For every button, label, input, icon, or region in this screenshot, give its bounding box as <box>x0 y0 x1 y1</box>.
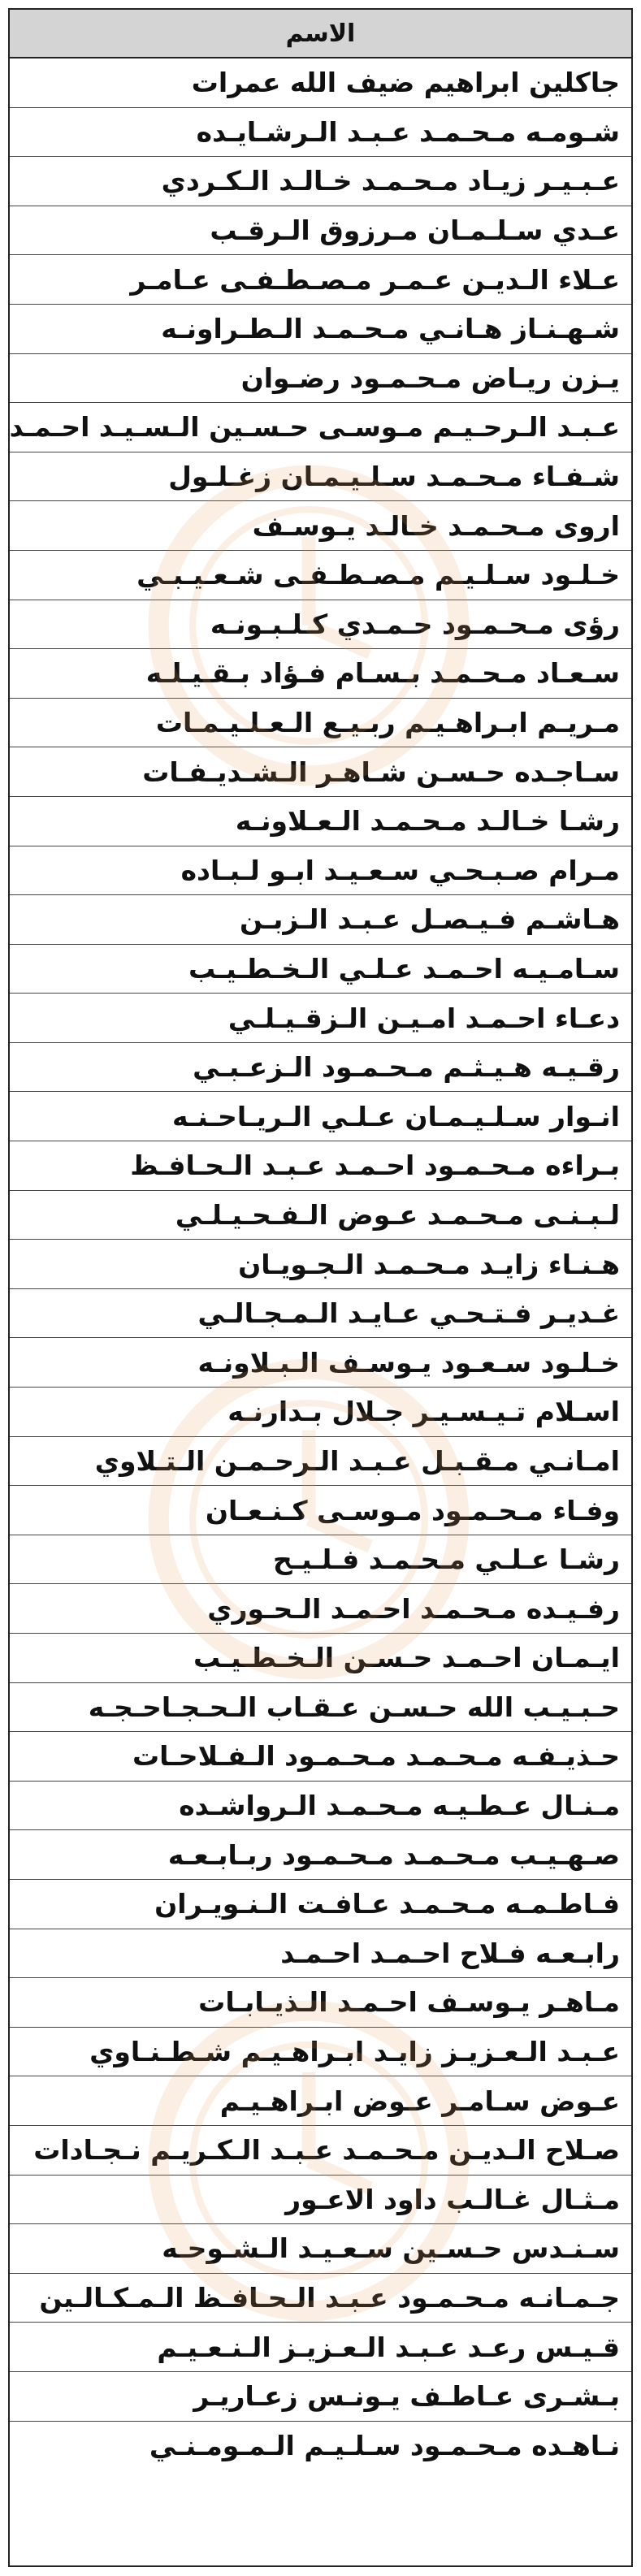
table-row: رشـا عـلـي مـحـمـد فـلـيـح <box>10 1535 631 1585</box>
table-row: رقـيـه هـيـثـم مـحـمـود الـزعـبـي <box>10 1043 631 1093</box>
table-row: عـوض سـامـر عـوض ابـراهـيـم <box>10 2076 631 2126</box>
table-row: سـعـاد مـحـمـد بـسـام فـؤاد بـقـيـلـه <box>10 649 631 699</box>
table-row: اروى مـحـمـد خـالـد يـوسـف <box>10 501 631 551</box>
table-row: مـرام صـبـحـي سـعـيـد ابـو لـبـاده <box>10 846 631 896</box>
table-row: رشـا خـالـد مـحـمـد الـعـلاونـه <box>10 797 631 846</box>
table-row: مـريـم ابـراهـيـم ربـيـع الـعـلـيـمـات <box>10 699 631 748</box>
table-row: اسـلام تـيـسـيـر جـلال بـدارنـه <box>10 1388 631 1437</box>
table-row: رفـيـده مـحـمـد احـمـد الـحـوري <box>10 1584 631 1634</box>
table-body <box>10 58 631 2470</box>
table-row: سـنـدس حـسـين سـعـيـد الـشـوحـه <box>10 2224 631 2274</box>
table-row: مـاهـر يـوسـف احـمـد الـذيـابـات <box>10 1978 631 2028</box>
table-row: بـشـرى عـاطـف يـونـس زعـاريـر <box>10 2372 631 2422</box>
table-row: صـلاح الـديـن مـحـمـد عـبـد الـكـريـم نـجـادات <box>10 2126 631 2176</box>
table-row: جـمـانـه مـحـمـود عـبـد الـحـافـظ الـمـكـالـين <box>10 2274 631 2323</box>
table-row: وفـاء مـحـمـود مـوسـى كـنـعـان <box>10 1486 631 1535</box>
table-row: هـنـاء زايـد مـحـمـد الـجـويـان <box>10 1240 631 1289</box>
table-row: عـبـد الـعـزيـز زايـد ابـراهـيـم شـطـنـاوي <box>10 2028 631 2077</box>
table-row: مـنـال عـطـيـه مـحـمـد الـرواشـده <box>10 1782 631 1831</box>
table-row: بـراءه مـحـمـود احـمـد عـبـد الـحـافـظ <box>10 1141 631 1191</box>
table-row: فـاطـمـه مـحـمـد عـافـت الـنـويـران <box>10 1880 631 1929</box>
table-row: عـدي سـلـمـان مـرزوق الـرقـب <box>10 206 631 256</box>
table-row: عـبـيـر زيـاد مـحـمـد خـالـد الـكـردي <box>10 157 631 206</box>
table-row: امـانـي مـقـبـل عـبـد الـرحـمـن الـتـلاوي <box>10 1437 631 1487</box>
table-row: رابـعـه فـلاح احـمـد احـمـد <box>10 1929 631 1979</box>
table-header: الاسم <box>10 10 631 58</box>
table-row: صـهـيـب مـحـمـد مـحـمـود ربـابـعـه <box>10 1830 631 1880</box>
names-table <box>8 8 633 2567</box>
table-row: حـذيـفـه مـحـمـد مـحـمـود الـفـلاحـات <box>10 1732 631 1782</box>
table-row: شـفـاء مـحـمـد سـلـيـمـان زغـلـول <box>10 452 631 502</box>
table-row: خـلـود سـلـيـم مـصـطـفـى شـعـيـبـي <box>10 551 631 600</box>
table-row: سـامـيـه احـمـد عـلـي الـخـطـيـب <box>10 945 631 994</box>
table-row: يـزن ريـاض مـحـمـود رضـوان <box>10 354 631 404</box>
table-row: عـلاء الـديـن عـمـر مـصـطـفـى عـامـر <box>10 255 631 305</box>
table-row: عـبـد الـرحـيـم مـوسـى حـسـين الـسـيـد احـمـد <box>10 403 631 452</box>
table-row: خـلـود سـعـود يـوسـف الـبـلاونـه <box>10 1338 631 1388</box>
table-row: ايـمـان احـمـد حـسـن الـخـطـيـب <box>10 1634 631 1683</box>
table-row: هـاشـم فـيـصـل عـبـد الـزبـن <box>10 895 631 945</box>
table-row: غـديـر فـتـحـي عـايـد الـمـجـالـي <box>10 1289 631 1339</box>
table-row: شـومـه مـحـمـد عـبـد الـرشـايـده <box>10 108 631 158</box>
table-row: شـهـنـاز هـانـي مـحـمـد الـطـراونـه <box>10 305 631 354</box>
table-row: حـبـيـب الله حـسـن عـقـاب الـحـجـاحـجـه <box>10 1683 631 1733</box>
table-row: رؤى مـحـمـود حـمـدي كـلـبـونـه <box>10 600 631 650</box>
table-row: دعـاء احـمـد امـيـن الـزقـيـلـي <box>10 994 631 1043</box>
table-row: جاكلين ابراهيم ضيف الله عمرات <box>10 58 631 108</box>
table-row: لـبـنـى مـحـمـد عـوض الـفـحـيـلـي <box>10 1191 631 1240</box>
table-row: نـاهـده مـحـمـود سـلـيـم الـمـومـنـي <box>149 2430 620 2462</box>
table-row: مـثـال غـالـب داود الاعـور <box>10 2176 631 2225</box>
table-row: قـيـس رعـد عـبـد الـعـزيـز الـنـعـيـم <box>10 2323 631 2372</box>
table-row: انـوار سـلـيـمـان عـلـي الـريـاحـنـه <box>10 1092 631 1141</box>
table-row: سـاجـده حـسـن شـاهـر الـشـديـفـات <box>10 747 631 797</box>
